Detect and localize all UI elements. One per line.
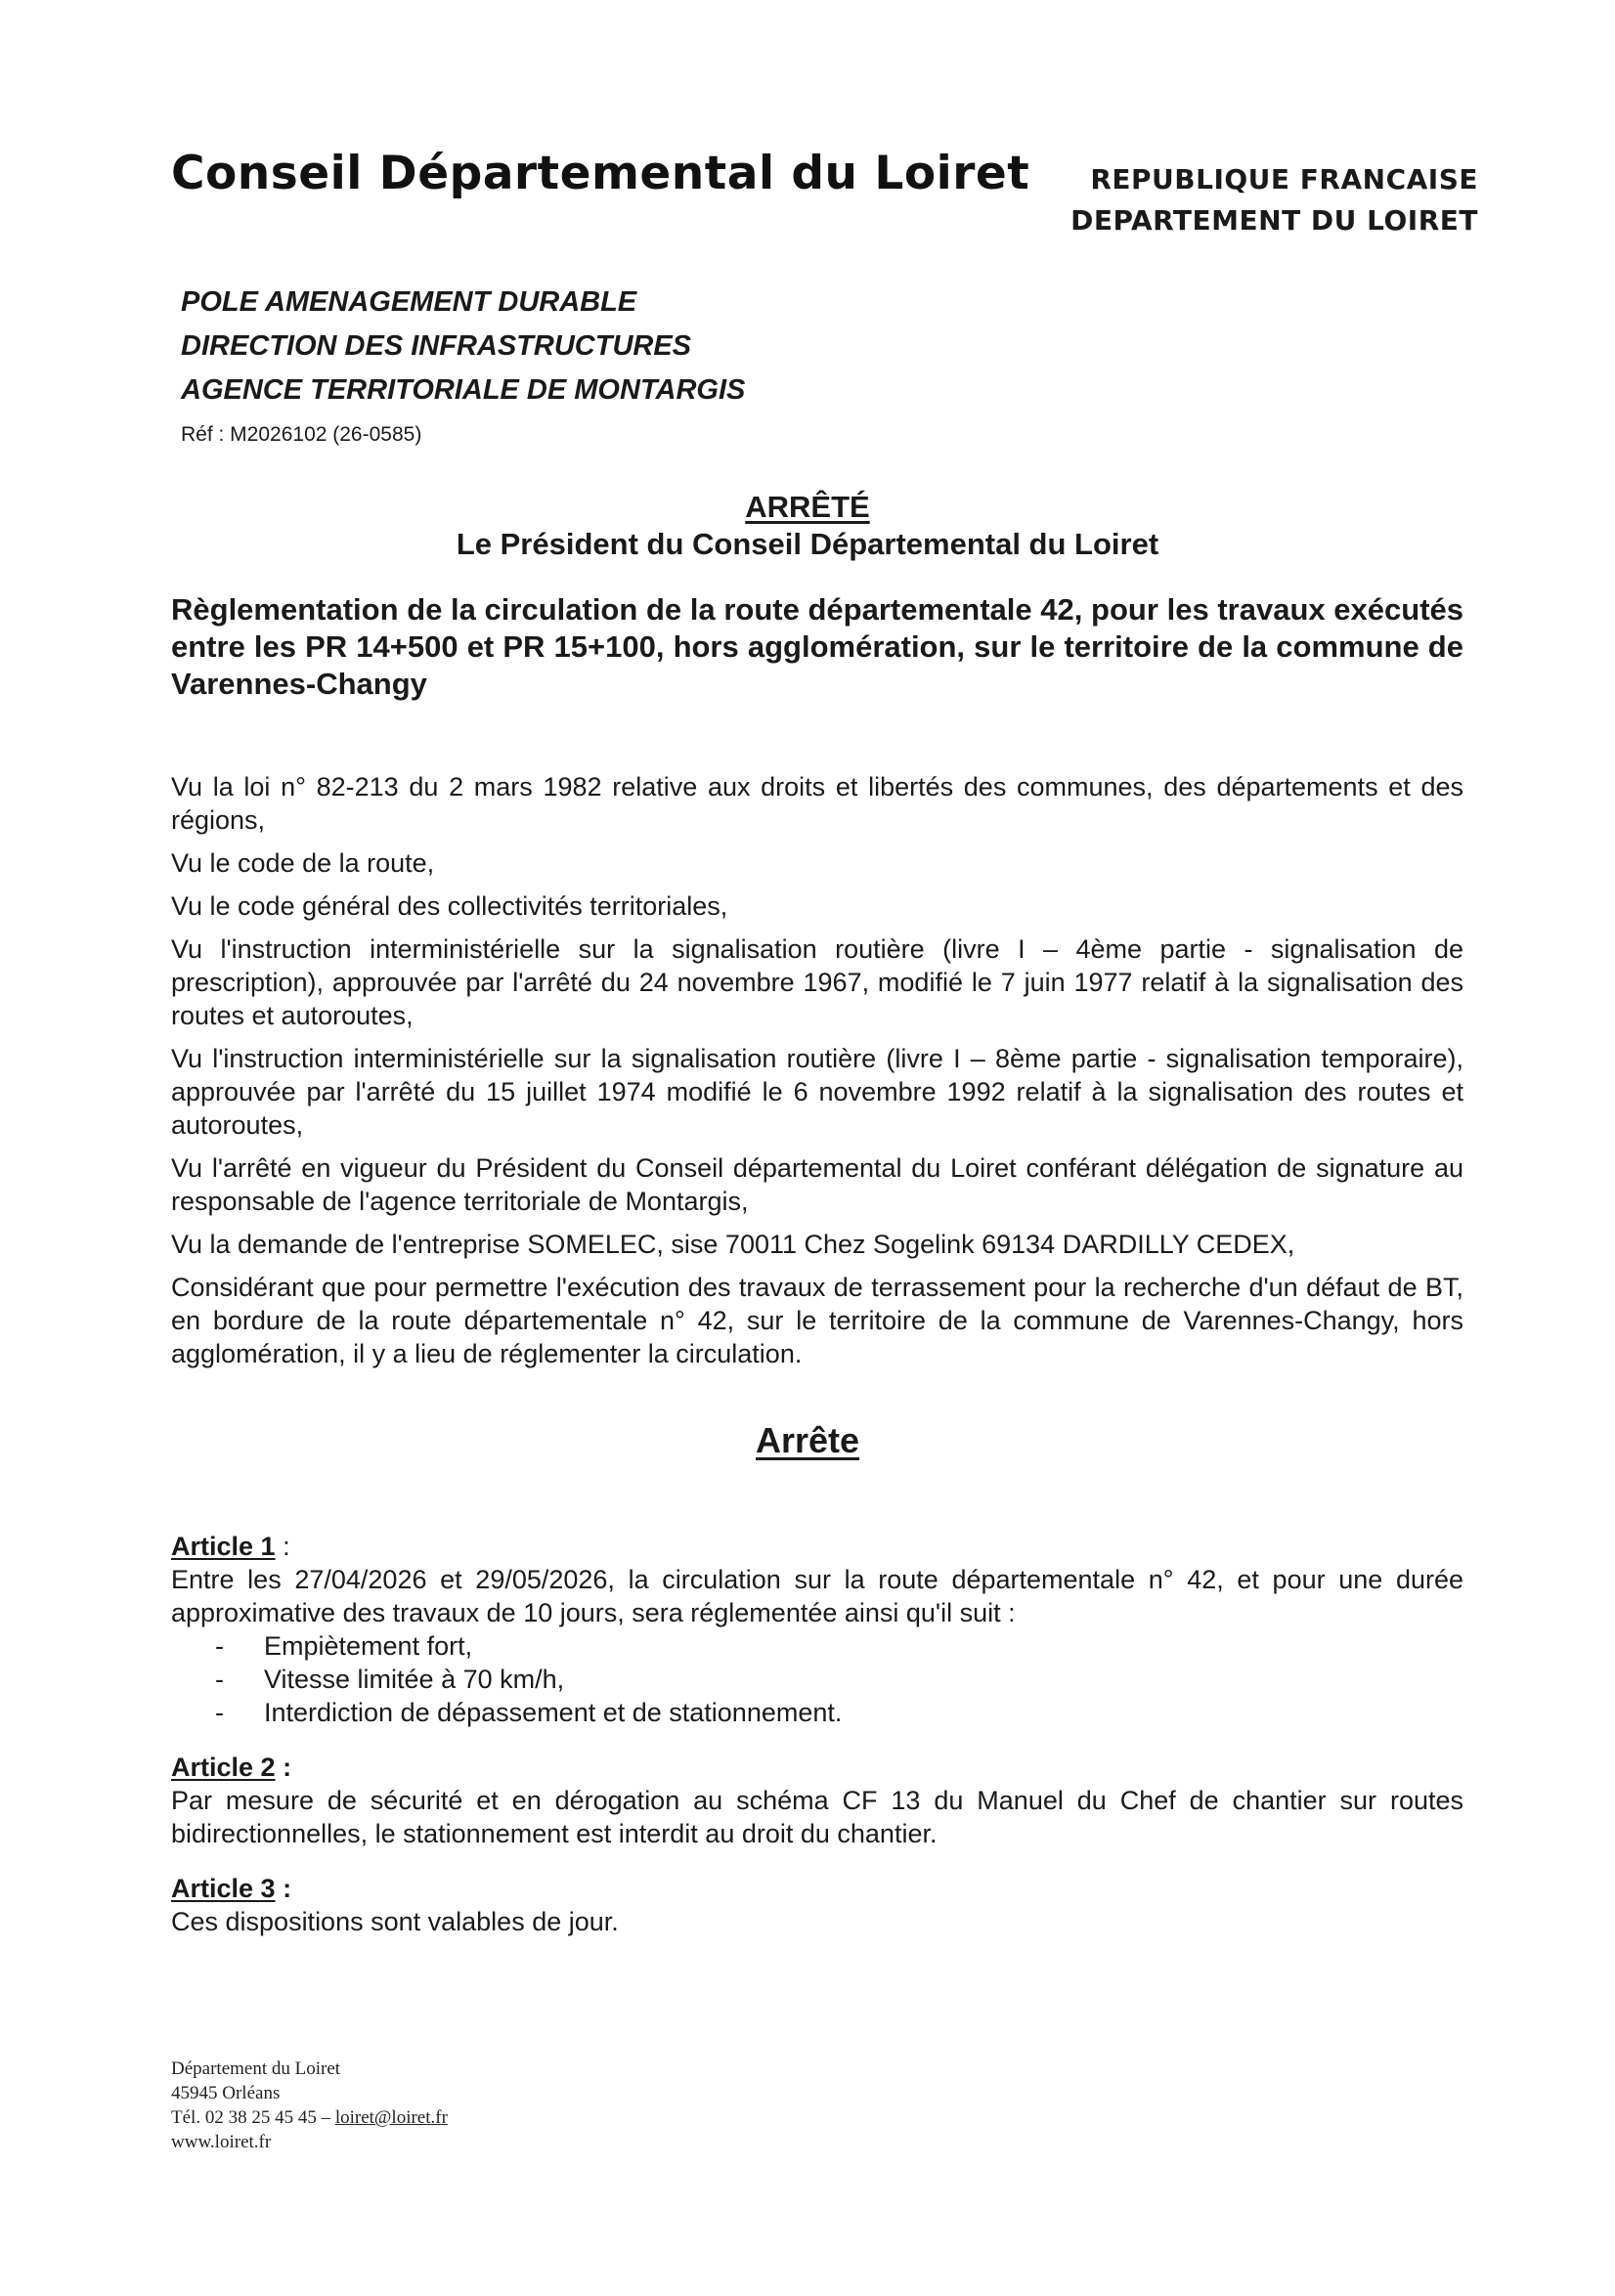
footer-email-link[interactable]: loiret@loiret.fr (334, 2107, 448, 2128)
considerants (171, 770, 1463, 1380)
articles (171, 1530, 1463, 1938)
considerant-item: Vu l'instruction interministérielle sur la signalisation routière (livre I – 4ème partie - signalisation de prescription), approuvée par l'arrêté du 24 novembre 1967, modifié le 7 juin 1977 relatif à la signalisation des routes et autoroutes, (171, 934, 1463, 1030)
footer-name: Département du Loiret (171, 2058, 341, 2079)
arrete-heading: Arrête (755, 1420, 860, 1460)
considerant-item: Vu le code de la route, (171, 848, 435, 878)
direction-label: DIRECTION DES INFRASTRUCTURES (181, 330, 692, 362)
article-1-title: Article 1 : (171, 1532, 290, 1561)
department-label: DEPARTEMENT DU LOIRET (1070, 204, 1478, 237)
footer-web-link[interactable]: www.loiret.fr (171, 2132, 272, 2152)
considerant-item: Considérant que pour permettre l'exécution des travaux de terrassement pour la recherche d'un défaut de BT, en bordure de la route départementale n° 42, sur le territoire de la commune de Varennes-Changy, hors agglomération, il y a lieu de réglementer la circulation. (171, 1273, 1463, 1368)
footer-tel: Tél. 02 38 25 45 45 – (171, 2107, 331, 2128)
footer-contact (171, 2105, 448, 2130)
list-item: - Empiètement fort, (215, 1629, 1463, 1663)
list-item: - Interdiction de dépassement et de stationnement. (215, 1696, 1463, 1729)
republic-label: REPUBLIQUE FRANCAISE (1090, 163, 1478, 195)
org-title: Conseil Départemental du Loiret (171, 147, 1030, 200)
article-2-text: Par mesure de sécurité et en dérogation au schéma CF 13 du Manuel du Chef de chantier sur routes bidirectionnelles, le stationnement est interdit au droit du chantier. (171, 1786, 1463, 1848)
president-label: Le Président du Conseil Départemental du Loiret (456, 527, 1159, 561)
republic-header (1070, 159, 1478, 241)
footer-city: 45945 Orléans (171, 2083, 281, 2103)
list-item: - Vitesse limitée à 70 km/h, (215, 1663, 1463, 1696)
footer (171, 2057, 448, 2154)
article-1-text: Entre les 27/04/2026 et 29/05/2026, la circulation sur la route départementale n° 42, et pour une durée approximative des travaux de 10 jours, sera réglementée ainsi qu'il suit : (171, 1565, 1463, 1627)
pole-label: POLE AMENAGEMENT DURABLE (181, 286, 637, 318)
article-2-title: Article 2 : (171, 1753, 292, 1782)
service-block (181, 281, 745, 412)
considerant-item: Vu la demande de l'entreprise SOMELEC, sise 70011 Chez Sogelink 69134 DARDILLY CEDEX, (171, 1230, 1295, 1259)
decree-title (0, 489, 1615, 563)
article-1-list (171, 1629, 1463, 1729)
considerant-item: Vu la loi n° 82-213 du 2 mars 1982 relative aux droits et libertés des communes, des départements et des régions, (171, 772, 1463, 835)
regulation-subject: Règlementation de la circulation de la route départementale 42, pour les travaux exécutés entre les PR 14+500 et PR 15+100, hors agglomération, sur le territoire de la commune de Varennes-Changy (171, 592, 1463, 701)
considerant-item: Vu l'instruction interministérielle sur la signalisation routière (livre I – 8ème partie - signalisation temporaire), approuvée par l'arrêté du 15 juillet 1974 modifié le 6 novembre 1992 relatif à la signalisation des routes et autoroutes, (171, 1044, 1463, 1140)
agence-label: AGENCE TERRITORIALE DE MONTARGIS (181, 374, 746, 406)
arrete-label: ARRÊTÉ (745, 490, 870, 524)
article-3-title: Article 3 : (171, 1874, 292, 1903)
considerant-item: Vu l'arrêté en vigueur du Président du Conseil départemental du Loiret conférant délégation de signature au responsable de l'agence territoriale de Montargis, (171, 1153, 1463, 1216)
reference: Réf : M2026102 (26-0585) (181, 423, 422, 446)
article-3-text: Ces dispositions sont valables de jour. (171, 1907, 619, 1936)
considerant-item: Vu le code général des collectivités territoriales, (171, 891, 728, 921)
